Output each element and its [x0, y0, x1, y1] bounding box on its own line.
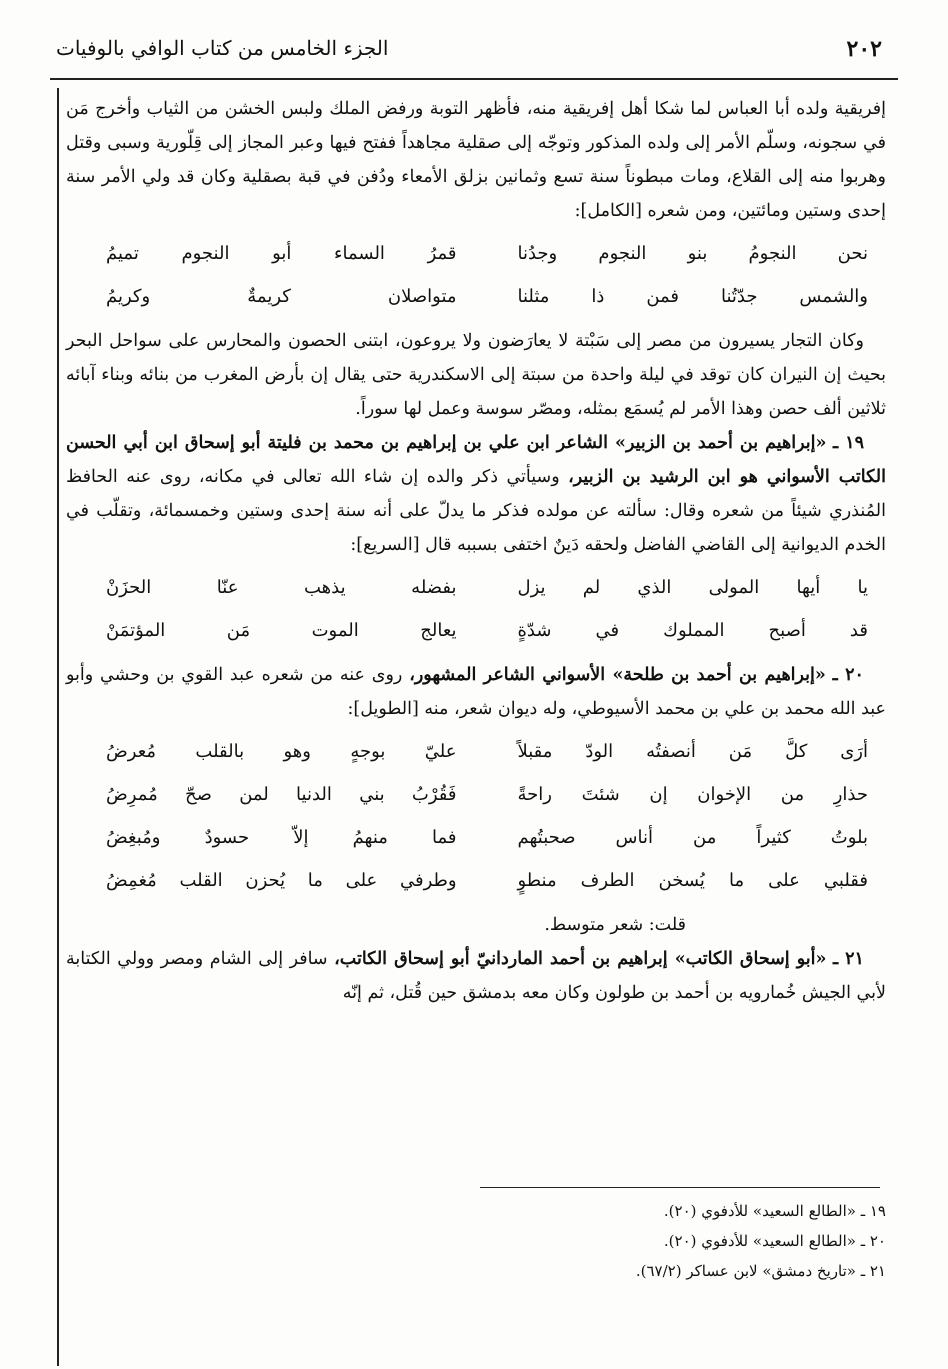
- hemistich-second: قمرُ السماء أبو النجوم تميمُ: [106, 243, 457, 264]
- verse: [66, 816, 886, 859]
- entry-number: ٢٠ ـ: [832, 665, 864, 685]
- entry-heading: «إبراهيم بن أحمد بن طلحة» الأسواني الشاعر المشهور،: [409, 665, 826, 685]
- verse: [66, 773, 886, 816]
- main-text: [66, 92, 886, 1010]
- footnote: ١٩ ـ «الطالع السعيد» للأدفوي (٢٠).: [663, 1202, 886, 1220]
- running-title: الجزء الخامس من كتاب الوافي بالوفيات: [56, 36, 389, 60]
- page-number: ٢٠٢: [846, 36, 882, 62]
- poem: [66, 232, 886, 318]
- entry-number: ٢١ ـ: [832, 949, 864, 969]
- hemistich-first: حذارِ من الإخوان إن شئتَ راحةً: [517, 784, 868, 805]
- hemistich-second: عليّ بوجهٍ وهو بالقلب مُعرضُ: [106, 741, 457, 762]
- entry-heading: «أبو إسحاق الكاتب» إبراهيم بن أحمد الماردانيّ أبو إسحاق الكاتب،: [334, 949, 827, 969]
- entry-20: [66, 658, 886, 726]
- hemistich-second: بفضله يذهب عنّا الحزَنْ: [106, 577, 457, 598]
- hemistich-first: قد أصبح المملوك في شدّةٍ: [517, 620, 868, 641]
- footnotes: [300, 1196, 886, 1286]
- hemistich-first: فقلبي على ما يُسخن الطرف منطوٍ: [517, 870, 868, 891]
- entry-19: [66, 426, 886, 562]
- verse: [66, 275, 886, 318]
- entry-number: ١٩ ـ: [833, 433, 864, 453]
- hemistich-second: فَقُرْبُ بني الدنيا لمن صحّ مُمرِضُ: [106, 784, 457, 805]
- entry-text: سافر إلى الشام ومصر وولي الكتابة لأبي الجيش خُمارويه بن أحمد بن طولون وكان معه بدمشق حين قُتل، ثم إنّه: [66, 949, 886, 1003]
- verse: [66, 232, 886, 275]
- hemistich-second: يعالج الموت مَن المؤتمَنْ: [106, 620, 457, 641]
- entry-text: وسيأتي ذكر والده إن شاء الله تعالى في مكانه، روى عنه الحافظ المُنذري شيئاً من شعره وقال: سألته عن مولده فذكر ما يدلّ على أنه سنة إحدى وستين وخمسمائة، وتقلّب في الخدم الديوانية إلى القاضي الفاضل ولحقه دَينٌ اختفى بسببه قال [السريع]:: [66, 467, 887, 555]
- hemistich-first: أرَى كلَّ مَن أنصفتُه الودّ مقبلاً: [517, 741, 868, 762]
- paragraph: إفريقية ولده أبا العباس لما شكا أهل إفريقية منه، فأظهر التوبة ورفض الملك ولبس الخشن من الثياب وأخرج مَن في سجونه، وسلّم الأمر إلى ولده المذكور وتوجّه إلى صقلية مجاهداً ففتح فيها وعبر المجاز إلى قِلّورية وسبى وقتل وهربوا منه إلى القلاع، ومات مبطوناً سنة تسع وثمانين بزلق الأمعاء ودُفن في قبة بصقلية وكان قد ولي الأمر سنة إحدى وستين ومائتين، ومن شعره [الكامل]:: [66, 99, 886, 221]
- footnote: ٢١ ـ «تاريخ دمشق» لابن عساكر (٦٧/٢).: [635, 1262, 886, 1280]
- entry-21: [66, 942, 886, 1010]
- margin-rule: [57, 88, 59, 1366]
- verse: [66, 566, 886, 609]
- footnote-separator: [480, 1187, 880, 1188]
- entry-text: روى عنه من شعره عبد القوي بن وحشي وأبو عبد الله محمد بن علي بن محمد الأسيوطي، وله ديوان شعر، منه [الطويل]:: [66, 665, 886, 719]
- hemistich-first: والشمس جدّتُنا فمن ذا مثلنا: [517, 286, 868, 307]
- page-header: [50, 30, 898, 80]
- verse: [66, 730, 886, 773]
- poem: [66, 730, 886, 902]
- hemistich-second: فما منهمُ إلاّ حسودٌ ومُبغِضُ: [106, 827, 457, 848]
- hemistich-first: يا أيها المولى الذي لم يزل: [517, 577, 868, 598]
- verse: [66, 859, 886, 902]
- hemistich-second: وطرفي على ما يُحزن القلب مُغمِضُ: [106, 870, 457, 891]
- hemistich-second: متواصلان كريمةٌ وكريمُ: [106, 286, 457, 307]
- hemistich-first: بلوتُ كثيراً من أناس صحبتُهم: [517, 827, 868, 848]
- hemistich-first: نحن النجومُ بنو النجوم وجدُنا: [517, 243, 868, 264]
- poem: [66, 566, 886, 652]
- verse: [66, 609, 886, 652]
- entry-heading: «إبراهيم بن أحمد بن الزبير» الشاعر ابن علي بن إبراهيم بن محمد بن فليتة أبو إسحاق ابن أبي الحسن الكاتب الأسواني هو ابن الرشيد بن الزبير،: [66, 433, 886, 487]
- paragraph: وكان التجار يسيرون من مصر إلى سَبْتة لا يعارَضون ولا يروعون، ابتنى الحصون والمحارس على سواحل البحر بحيث إن النيران كان توقد في ليلة واحدة من سبتة إلى الاسكندرية حتى يقال إن بأرض المغرب من بنائه وبناء آبائه ثلاثين ألف حصن وهذا الأمر لم يُسمَع بمثله، ومصّر سوسة وعمل لها سوراً.: [66, 331, 886, 419]
- editor-remark: قلت: شعر متوسط.: [544, 915, 686, 935]
- footnote: ٢٠ ـ «الطالع السعيد» للأدفوي (٢٠).: [663, 1232, 886, 1250]
